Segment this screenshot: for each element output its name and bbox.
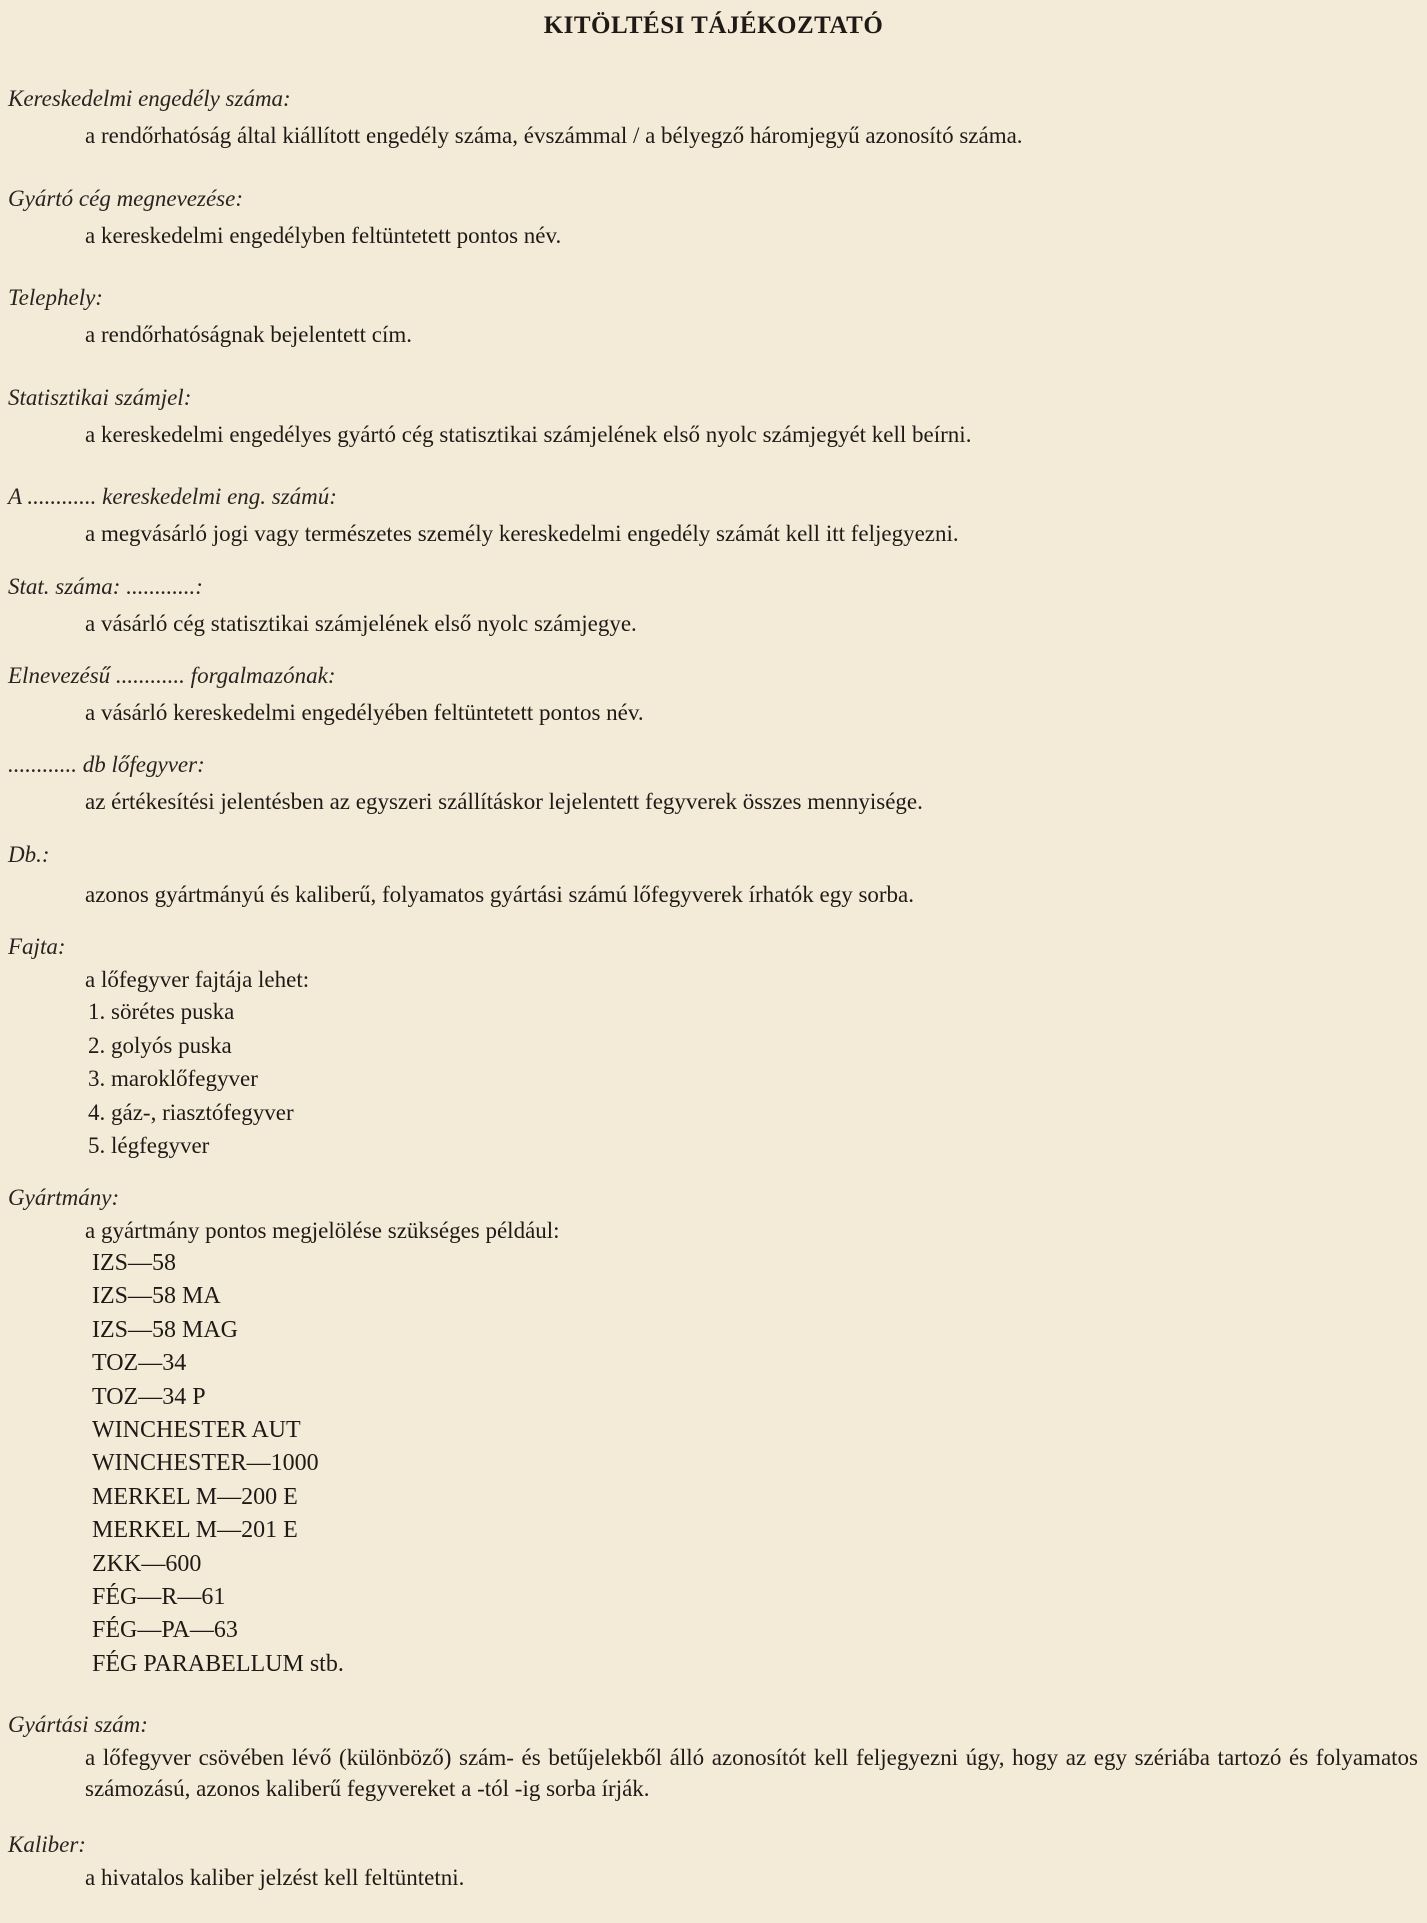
list-item: 3. maroklőfegyver: [88, 1066, 258, 1091]
section-heading: Gyártó cég megnevezése:: [8, 186, 243, 211]
list-item: FÉG—R—61: [92, 1584, 226, 1611]
section-heading: Gyártási szám:: [8, 1712, 148, 1737]
section-heading: Stat. száma: ............:: [8, 574, 203, 599]
section-heading: Elnevezésű ............ forgalmazónak:: [8, 663, 336, 688]
section-gyarto-ceg: [8, 184, 1418, 251]
list-item: IZS—58 MAG: [92, 1316, 239, 1343]
list-item: 2. golyós puska: [88, 1032, 232, 1058]
section-elnevezesu-forgalmazo: [8, 661, 1418, 728]
section-gyartmany: [8, 1183, 1418, 1681]
list-item: 5. légfegyver: [88, 1133, 210, 1158]
list-item: FÉG—PA—63: [92, 1617, 238, 1644]
section-telephely: [8, 283, 1418, 350]
section-text: az értékesítési jelentésben az egyszeri szállításkor lejelentett fegyverek összes mennyisége.: [85, 789, 923, 814]
list-item: MERKEL M—200 E: [92, 1483, 298, 1510]
list-item: IZS—58 MA: [92, 1283, 221, 1310]
section-text: a rendőrhatóság által kiállított engedély száma, évszámmal / a bélyegző háromjegyű azonosító száma.: [85, 123, 1023, 148]
section-heading: Db.:: [8, 842, 50, 867]
fajta-list: [8, 995, 1418, 1163]
section-heading: Kereskedelmi engedély száma:: [8, 86, 291, 111]
section-text: a hivatalos kaliber jelzést kell feltüntetni.: [85, 1865, 465, 1890]
section-statisztikai-szamjel: [8, 383, 1418, 450]
gyartmany-list: [8, 1247, 1418, 1681]
section-text: a lőfegyver fajtája lehet:: [85, 967, 310, 992]
document-title: KITÖLTÉSI TÁJÉKOZTATÓ: [543, 12, 884, 39]
list-item: TOZ—34 P: [92, 1383, 206, 1410]
section-text: a megvásárló jogi vagy természetes személy kereskedelmi engedély számát kell itt feljegyezni.: [85, 521, 959, 546]
section-text: a kereskedelmi engedélyes gyártó cég statisztikai számjelének első nyolc számjegyét kell beírni.: [85, 422, 972, 447]
section-kereskedelmi-engedely: [8, 84, 1418, 151]
list-item: WINCHESTER—1000: [92, 1450, 319, 1477]
section-text: a gyártmány pontos megjelölése szükséges például:: [85, 1218, 560, 1243]
section-heading: Fajta:: [8, 934, 66, 959]
section-text: a rendőrhatóságnak bejelentett cím.: [85, 322, 412, 347]
section-db-lofegyver: [8, 750, 1418, 817]
section-stat-szama: [8, 572, 1418, 639]
section-heading: A ............ kereskedelmi eng. számú:: [8, 484, 337, 509]
section-text: a vásárló cég statisztikai számjelének első nyolc számjegye.: [85, 611, 637, 636]
section-kereskedelmi-eng-szamu: [8, 482, 1418, 549]
list-item: 4. gáz-, riasztófegyver: [88, 1099, 294, 1125]
section-kaliber: [8, 1830, 1418, 1893]
section-text: a vásárló kereskedelmi engedélyében feltüntetett pontos név.: [85, 700, 644, 725]
section-heading: Gyártmány:: [8, 1185, 120, 1210]
list-item: WINCHESTER AUT: [92, 1417, 301, 1444]
list-item: ZKK—600: [92, 1550, 202, 1577]
list-item: FÉG PARABELLUM stb.: [92, 1650, 344, 1677]
section-gyartasi-szam: [8, 1710, 1418, 1804]
section-text: a kereskedelmi engedélyben feltüntetett pontos név.: [85, 223, 562, 248]
section-fajta: [8, 932, 1418, 1163]
list-item: 1. sörétes puska: [88, 999, 235, 1024]
section-text: a lőfegyver csövében lévő (különböző) szám- és betűjelekből álló azonosítót kell feljegyezni úgy, hogy az egy szériába tartozó és folyamatos számozású, azonos kaliberű fegyvereket a -tól -ig sorba írják.: [85, 1745, 1418, 1801]
section-heading: Statisztikai számjel:: [8, 385, 192, 410]
section-text: azonos gyártmányú és kaliberű, folyamatos gyártási számú lőfegyverek írhatók egy sorba.: [85, 882, 915, 907]
list-item: MERKEL M—201 E: [92, 1517, 298, 1544]
list-item: IZS—58: [92, 1250, 176, 1276]
section-heading: Telephely:: [8, 285, 103, 310]
section-db: [8, 840, 1418, 910]
list-item: TOZ—34: [92, 1350, 187, 1377]
section-heading: ............ db lőfegyver:: [8, 752, 205, 777]
section-heading: Kaliber:: [8, 1832, 86, 1857]
